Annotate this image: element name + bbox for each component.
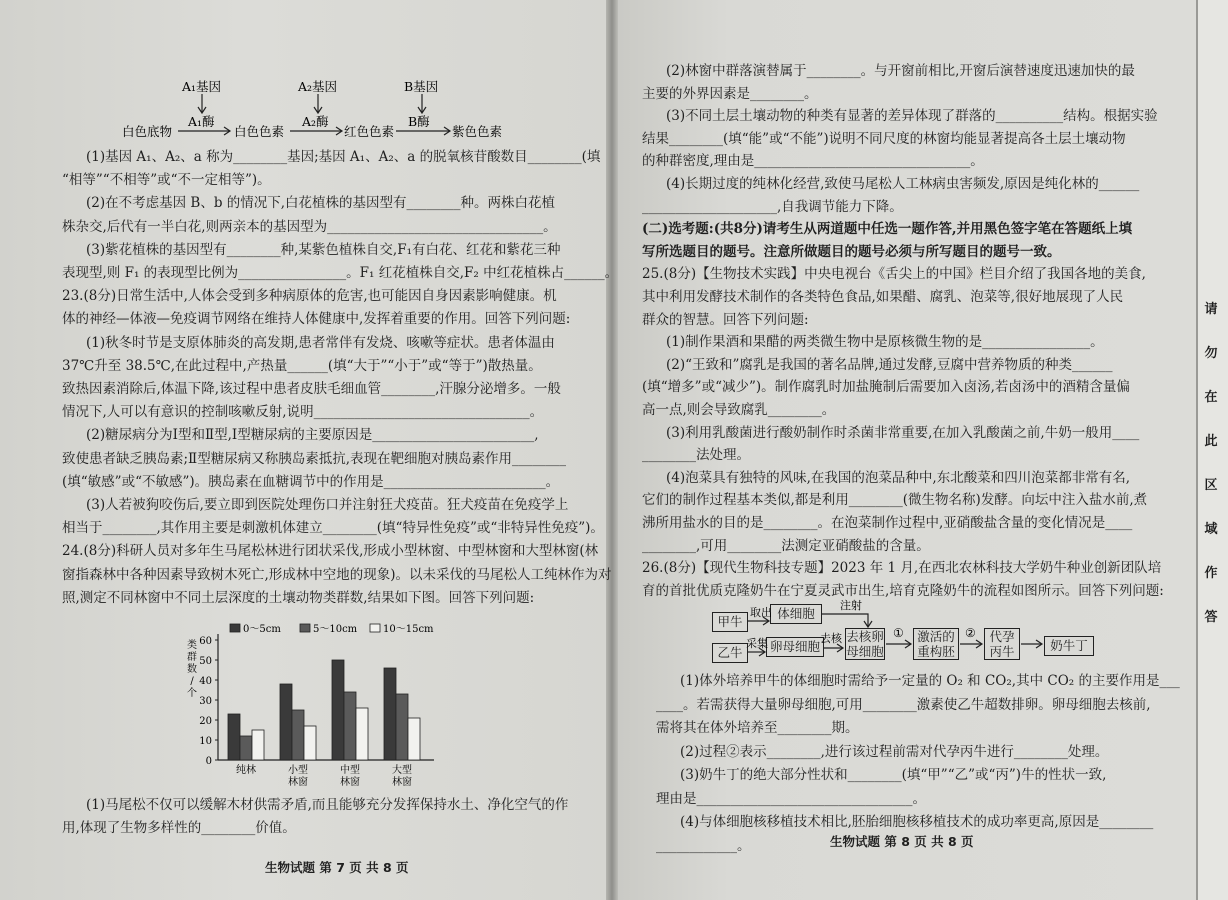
text-line: ________法处理。 <box>642 447 750 464</box>
text-line: 沸所用盐水的目的是________。在泡菜制作过程中,亚硝酸盐含量的变化情况是____ <box>642 515 1133 531</box>
bar-3-0 <box>384 668 396 760</box>
y-axis-label-char: 类 <box>187 640 197 651</box>
y-axis-label-char: 数 <box>187 664 197 675</box>
text-line: ____________。 <box>656 837 751 854</box>
text-line: (4)长期过度的纯林化经营,致使马尾松人工林病虫害频发,原因是纯化林的______ <box>666 176 1140 192</box>
bar-2-0 <box>332 660 344 760</box>
text-line: (填“敏感”或“不敏感”)。胰岛素在血糖调节中的作用是________________________。 <box>62 473 560 490</box>
text-line: (填“增多”或“减少”)。制作腐乳时加盐腌制后需要加入卤汤,若卤汤中的酒精含量偏 <box>642 379 1130 396</box>
substance-2: 红色色素 <box>344 124 395 139</box>
y-axis-label-char: 个 <box>187 688 197 699</box>
text-line: (1)体外培养甲牛的体细胞时需给予一定量的 O₂ 和 CO₂,其中 CO₂ 的主要作用是___ <box>680 673 1180 689</box>
text-line: 致使患者缺乏胰岛素;Ⅱ型糖尿病又称胰岛素抵抗,表现在靶细胞对胰岛素作用________ <box>62 450 567 467</box>
gene-label-b: B基因 <box>404 79 439 94</box>
x-tick-label: 小型 <box>288 765 308 776</box>
text-line: (1)秋冬时节是支原体肺炎的高发期,患者常伴有发烧、咳嗽等症状。患者体温由 <box>86 334 555 351</box>
text-line: (1)基因 A₁、A₂、a 称为________基因;基因 A₁、A₂、a 的脱氧核苷酸数目________(填 <box>86 149 601 165</box>
flow-label-step2: ② <box>965 626 976 640</box>
text-line: 群众的智慧。回答下列问题: <box>642 311 809 328</box>
text-line: (1)制作果酒和果醋的两类微生物中是原核微生物的是________________。 <box>666 334 1104 351</box>
text-line: (2)“王致和”腐乳是我国的著名品牌,通过发酵,豆腐中营养物质的种类______ <box>666 356 1113 373</box>
strip-char: 勿 <box>1204 346 1218 361</box>
text-line: 写所选题目的题号。注意所做题目的题号必须与所写题目的题号一致。 <box>642 243 1061 260</box>
gene-label-a2: A₂基因 <box>298 79 338 94</box>
flow-box-enucleated-oocyte: 去核卵母细胞 <box>846 629 884 659</box>
strip-char: 区 <box>1204 478 1218 493</box>
text-line: 的种群密度,理由是________________________________。 <box>642 153 984 170</box>
bar-2-2 <box>356 708 368 760</box>
legend-swatch-0 <box>230 624 240 632</box>
text-line: 用,体现了生物多样性的________价值。 <box>62 820 296 836</box>
bar-3-2 <box>408 718 420 760</box>
bar-0-0 <box>228 714 240 760</box>
text-line: 它们的制作过程基本类似,都是利用________(微生物名称)发酵。向坛中注入盐水前,煮 <box>642 492 1148 509</box>
text-line: (二)选考题:(共8分)请考生从两道题中任选一题作答,并用黑色签字笔在答题纸上填 <box>642 221 1133 238</box>
text-line: (3)人若被狗咬伤后,要立即到医院处理伤口并注射狂犬疫苗。狂犬疫苗在免疫学上 <box>86 497 569 513</box>
bar-1-1 <box>292 710 304 760</box>
text-line: (4)与体细胞核移植技术相比,胚胎细胞核移植技术的成功率更高,原因是________ <box>680 814 1154 830</box>
legend-label-1: 5～10cm <box>313 624 358 635</box>
substance-3: 紫色色素 <box>452 124 503 139</box>
y-axis-label-char: 群 <box>187 652 197 663</box>
text-line: (2)糖尿病分为Ⅰ型和Ⅱ型,Ⅰ型糖尿病的主要原因是________________________, <box>86 427 539 444</box>
legend-swatch-2 <box>370 624 380 632</box>
enzyme-label-a2: A₂酶 <box>302 114 329 129</box>
legend-label-2: 10～15cm <box>383 624 434 635</box>
right-footer: 生物试题 第 8 页 共 8 页 <box>830 834 974 849</box>
text-line: 主要的外界因素是________。 <box>642 85 818 102</box>
text-line: (3)利用乳酸菌进行酸奶制作时杀菌非常重要,在加入乳酸菌之前,牛奶一般用____ <box>666 424 1140 441</box>
y-tick-label: 40 <box>199 676 212 687</box>
y-tick-label: 50 <box>199 656 212 667</box>
text-line: 25.(8分)【生物技术实践】中央电视台《舌尖上的中国》栏目介绍了我国各地的美食, <box>642 266 1146 283</box>
substance-1: 白色色素 <box>234 124 285 139</box>
left-footer: 生物试题 第 7 页 共 8 页 <box>265 860 409 875</box>
text-line: 24.(8分)科研人员对多年生马尾松林进行团状采伐,形成小型林窗、中型林窗和大型林窗(林 <box>62 543 599 560</box>
text-line: (2)过程②表示________,进行该过程前需对代孕丙牛进行________处理。 <box>680 743 1109 760</box>
x-tick-label: 林窗 <box>288 777 308 788</box>
flow-label-collect: 采集 <box>746 637 768 650</box>
text-line: 26.(8分)【现代生物科技专题】2023 年 1 月,在西北农林科技大学奶牛种业创新团队培 <box>642 560 1162 577</box>
page-fold <box>606 0 618 900</box>
flow-arrows <box>700 596 1120 676</box>
text-line: 体的神经—体液—免疫调节网络在维持人体健康中,发挥着重要的作用。回答下列问题: <box>62 311 571 328</box>
flow-box-activated-embryo: 激活的重构胚 <box>913 628 959 660</box>
flow-label-step1: ① <box>893 626 904 640</box>
text-line: 结果________(填“能”或“不能”)说明不同尺度的林窗均能显著提高各土层土壤动物 <box>642 130 1126 147</box>
enzyme-label-b: B酶 <box>408 114 430 129</box>
text-line: (2)在不考虑基因 B、b 的情况下,白花植株的基因型有________种。两株白花植 <box>86 195 556 212</box>
text-line: 照,测定不同林窗中不同土层深度的土壤动物类群数,结果如下图。回答下列问题: <box>62 589 535 606</box>
text-line: (3)不同土层土壤动物的种类有显著的差异体现了群落的__________结构。根据实验 <box>666 108 1158 125</box>
text-line: 育的首批优质克隆奶牛在宁夏灵武市出生,培育克隆奶牛的流程如图所示。回答下列问题: <box>642 582 1164 599</box>
flow-box-oocyte: 卵母细胞 <box>766 637 824 657</box>
flow-label-take: 取出 <box>750 606 772 619</box>
x-tick-label: 纯林 <box>236 765 256 776</box>
text-line: “相等”“不相等”或“不一定相等”)。 <box>62 172 271 189</box>
text-line: ________,可用________法测定亚硝酸盐的含量。 <box>642 537 930 554</box>
flow-label-enucleate: 去核 <box>820 632 842 645</box>
text-line: ____。若需获得大量卵母细胞,可用________激素使乙牛超数排卵。卵母细胞去核前, <box>656 696 1151 713</box>
substance-0: 白色底物 <box>122 124 173 139</box>
text-line: 相当于________,其作用主要是刺激机体建立________(填“特异性免疫”或“非特异性免疫”)。 <box>62 520 604 537</box>
text-line: 窗指森林中各种因素导致树木死亡,形成林中空地的现象)。以未采伐的马尾松人工纯林作为对 <box>62 566 612 583</box>
text-line: 情况下,人可以有意识的控制咳嗽反射,说明________________________________。 <box>62 404 544 421</box>
text-line: (1)马尾松不仅可以缓解木材供需矛盾,而且能够充分发挥保持水土、净化空气的作 <box>86 797 569 813</box>
flow-label-inject: 注射 <box>840 599 862 612</box>
bar-3-1 <box>396 694 408 760</box>
text-line: 其中利用发酵技术制作的各类特色食品,如果醋、腐乳、泡菜等,很好地展现了人民 <box>642 289 1124 305</box>
strip-char: 作 <box>1204 566 1218 581</box>
gene-label-a1: A₁基因 <box>182 79 222 94</box>
bar-1-2 <box>304 726 316 760</box>
text-line: 株杂交,后代有一半白花,则两亲本的基因型为________________________________。 <box>62 218 557 235</box>
flow-box-yi-cow: 乙牛 <box>712 643 748 663</box>
x-tick-label: 林窗 <box>392 777 412 788</box>
y-tick-label: 10 <box>199 736 212 747</box>
text-line: (3)奶牛丁的绝大部分性状和________(填“甲”“乙”或“丙”)牛的性状一致, <box>680 767 1107 783</box>
text-line: 高一点,则会导致腐乳________。 <box>642 402 836 418</box>
flow-box-jia-cow: 甲牛 <box>712 612 748 632</box>
strip-char: 在 <box>1204 390 1218 405</box>
x-tick-label: 中型 <box>340 765 360 776</box>
y-tick-label: 20 <box>199 716 212 727</box>
text-line: (3)紫花植株的基因型有________种,某紫色植株自交,F₁有白花、红花和紫花三种 <box>86 241 561 258</box>
text-line: 致热因素消除后,体温下降,该过程中患者皮肤毛细血管________,汗腺分泌增多。一般 <box>62 381 561 397</box>
bar-0-1 <box>240 736 252 760</box>
legend-label-0: 0～5cm <box>243 624 281 635</box>
y-axis-label-char: / <box>190 676 194 687</box>
text-line: 23.(8分)日常生活中,人体会受到多种病原体的危害,也可能因自身因素影响健康。机 <box>62 288 557 305</box>
strip-char: 此 <box>1204 434 1218 449</box>
legend-swatch-1 <box>300 624 310 632</box>
x-tick-label: 大型 <box>392 765 412 776</box>
text-line: 需将其在体外培养至________期。 <box>656 720 859 736</box>
y-tick-label: 0 <box>205 756 212 767</box>
y-tick-label: 30 <box>199 696 212 707</box>
bar-1-0 <box>280 684 292 760</box>
y-tick-label: 60 <box>199 636 212 647</box>
soil-animal-bar-chart <box>170 618 440 788</box>
flow-box-clone-cow: 奶牛丁 <box>1044 636 1094 656</box>
text-line: 表现型,则 F₁ 的表现型比例为________________。F₁ 红花植株自交,F₂ 中红花植株占______。 <box>62 265 619 281</box>
x-tick-label: 林窗 <box>340 777 360 788</box>
text-line: (2)林窗中群落演替属于________。与开窗前相比,开窗后演替速度迅速加快的最 <box>666 63 1135 79</box>
strip-char: 域 <box>1204 522 1218 537</box>
gene-pathway-diagram <box>118 78 503 144</box>
bar-2-1 <box>344 692 356 760</box>
binding-strip <box>1196 0 1228 900</box>
text-line: ____________________,自我调节能力下降。 <box>642 198 903 215</box>
enzyme-label-a1: A₁酶 <box>188 114 215 129</box>
text-line: (4)泡菜具有独特的风味,在我国的泡菜品种中,东北酸菜和四川泡菜都非常有名, <box>666 469 1130 486</box>
bar-0-2 <box>252 730 264 760</box>
text-line: 理由是________________________________。 <box>656 790 926 807</box>
flow-box-surrogate-cow: 代孕丙牛 <box>984 628 1020 660</box>
strip-char: 请 <box>1204 302 1218 317</box>
text-line: 37℃升至 38.5℃,在此过程中,产热量______(填“大于”“小于”或“等于”)散热量。 <box>62 357 542 374</box>
strip-char: 答 <box>1204 610 1218 625</box>
flow-box-somatic-cell: 体细胞 <box>770 604 822 624</box>
